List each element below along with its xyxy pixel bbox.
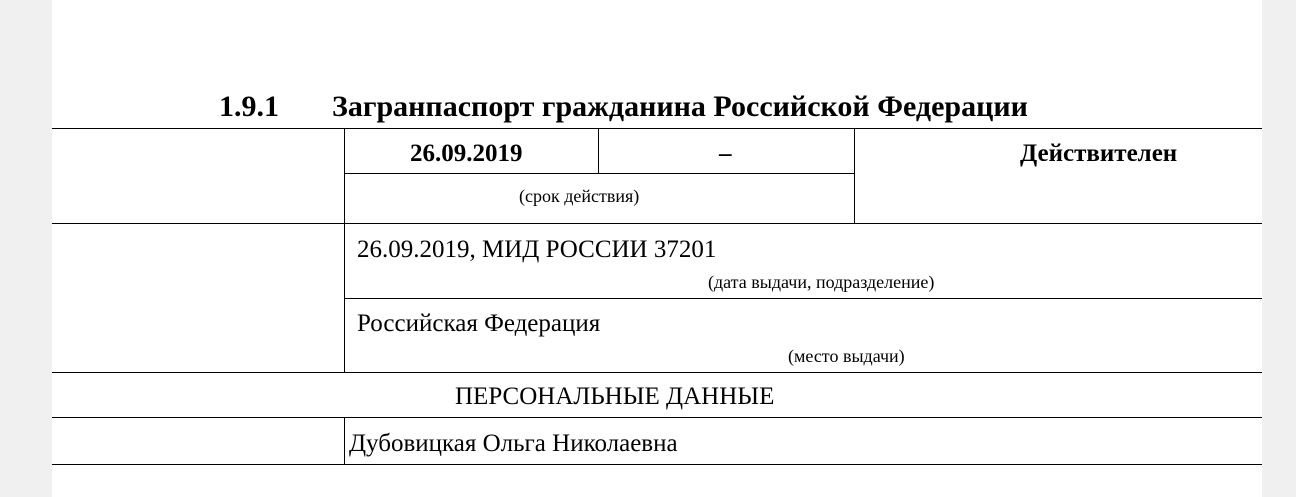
personal-data-heading: ПЕРСОНАЛЬНЫЕ ДАННЫЕ bbox=[455, 383, 775, 410]
place-value: Российская Федерация bbox=[357, 310, 601, 337]
date-cell-divider bbox=[598, 128, 599, 173]
place-bottom-border bbox=[52, 372, 1262, 373]
issue-value: 26.09.2019, МИД РОССИИ 37201 bbox=[357, 236, 717, 263]
validity-end-date: – bbox=[719, 140, 732, 167]
full-name: Дубовицкая Ольга Николаевна bbox=[349, 430, 678, 457]
section-number: 1.9.1 bbox=[219, 90, 279, 123]
section-title: Загранпаспорт гражданина Российской Федерации bbox=[332, 90, 1028, 123]
validity-start-date: 26.09.2019 bbox=[410, 140, 523, 167]
place-caption: (место выдачи) bbox=[788, 346, 905, 366]
status-cell-divider bbox=[854, 128, 855, 223]
personal-heading-bottom-border bbox=[52, 417, 1262, 418]
validity-bottom-border bbox=[52, 223, 1262, 224]
issue-bottom-border bbox=[344, 298, 1262, 299]
section-heading bbox=[52, 84, 1262, 128]
issue-caption: (дата выдачи, подразделение) bbox=[708, 272, 935, 292]
validity-inner-divider bbox=[344, 173, 854, 174]
table-bottom-border bbox=[52, 464, 1262, 465]
validity-status: Действителен bbox=[1020, 140, 1178, 167]
document-page bbox=[52, 0, 1262, 497]
table-top-border bbox=[52, 128, 1262, 129]
validity-caption: (срок действия) bbox=[519, 186, 640, 206]
left-column-divider-upper bbox=[344, 128, 345, 372]
left-column-divider-lower bbox=[344, 417, 345, 464]
